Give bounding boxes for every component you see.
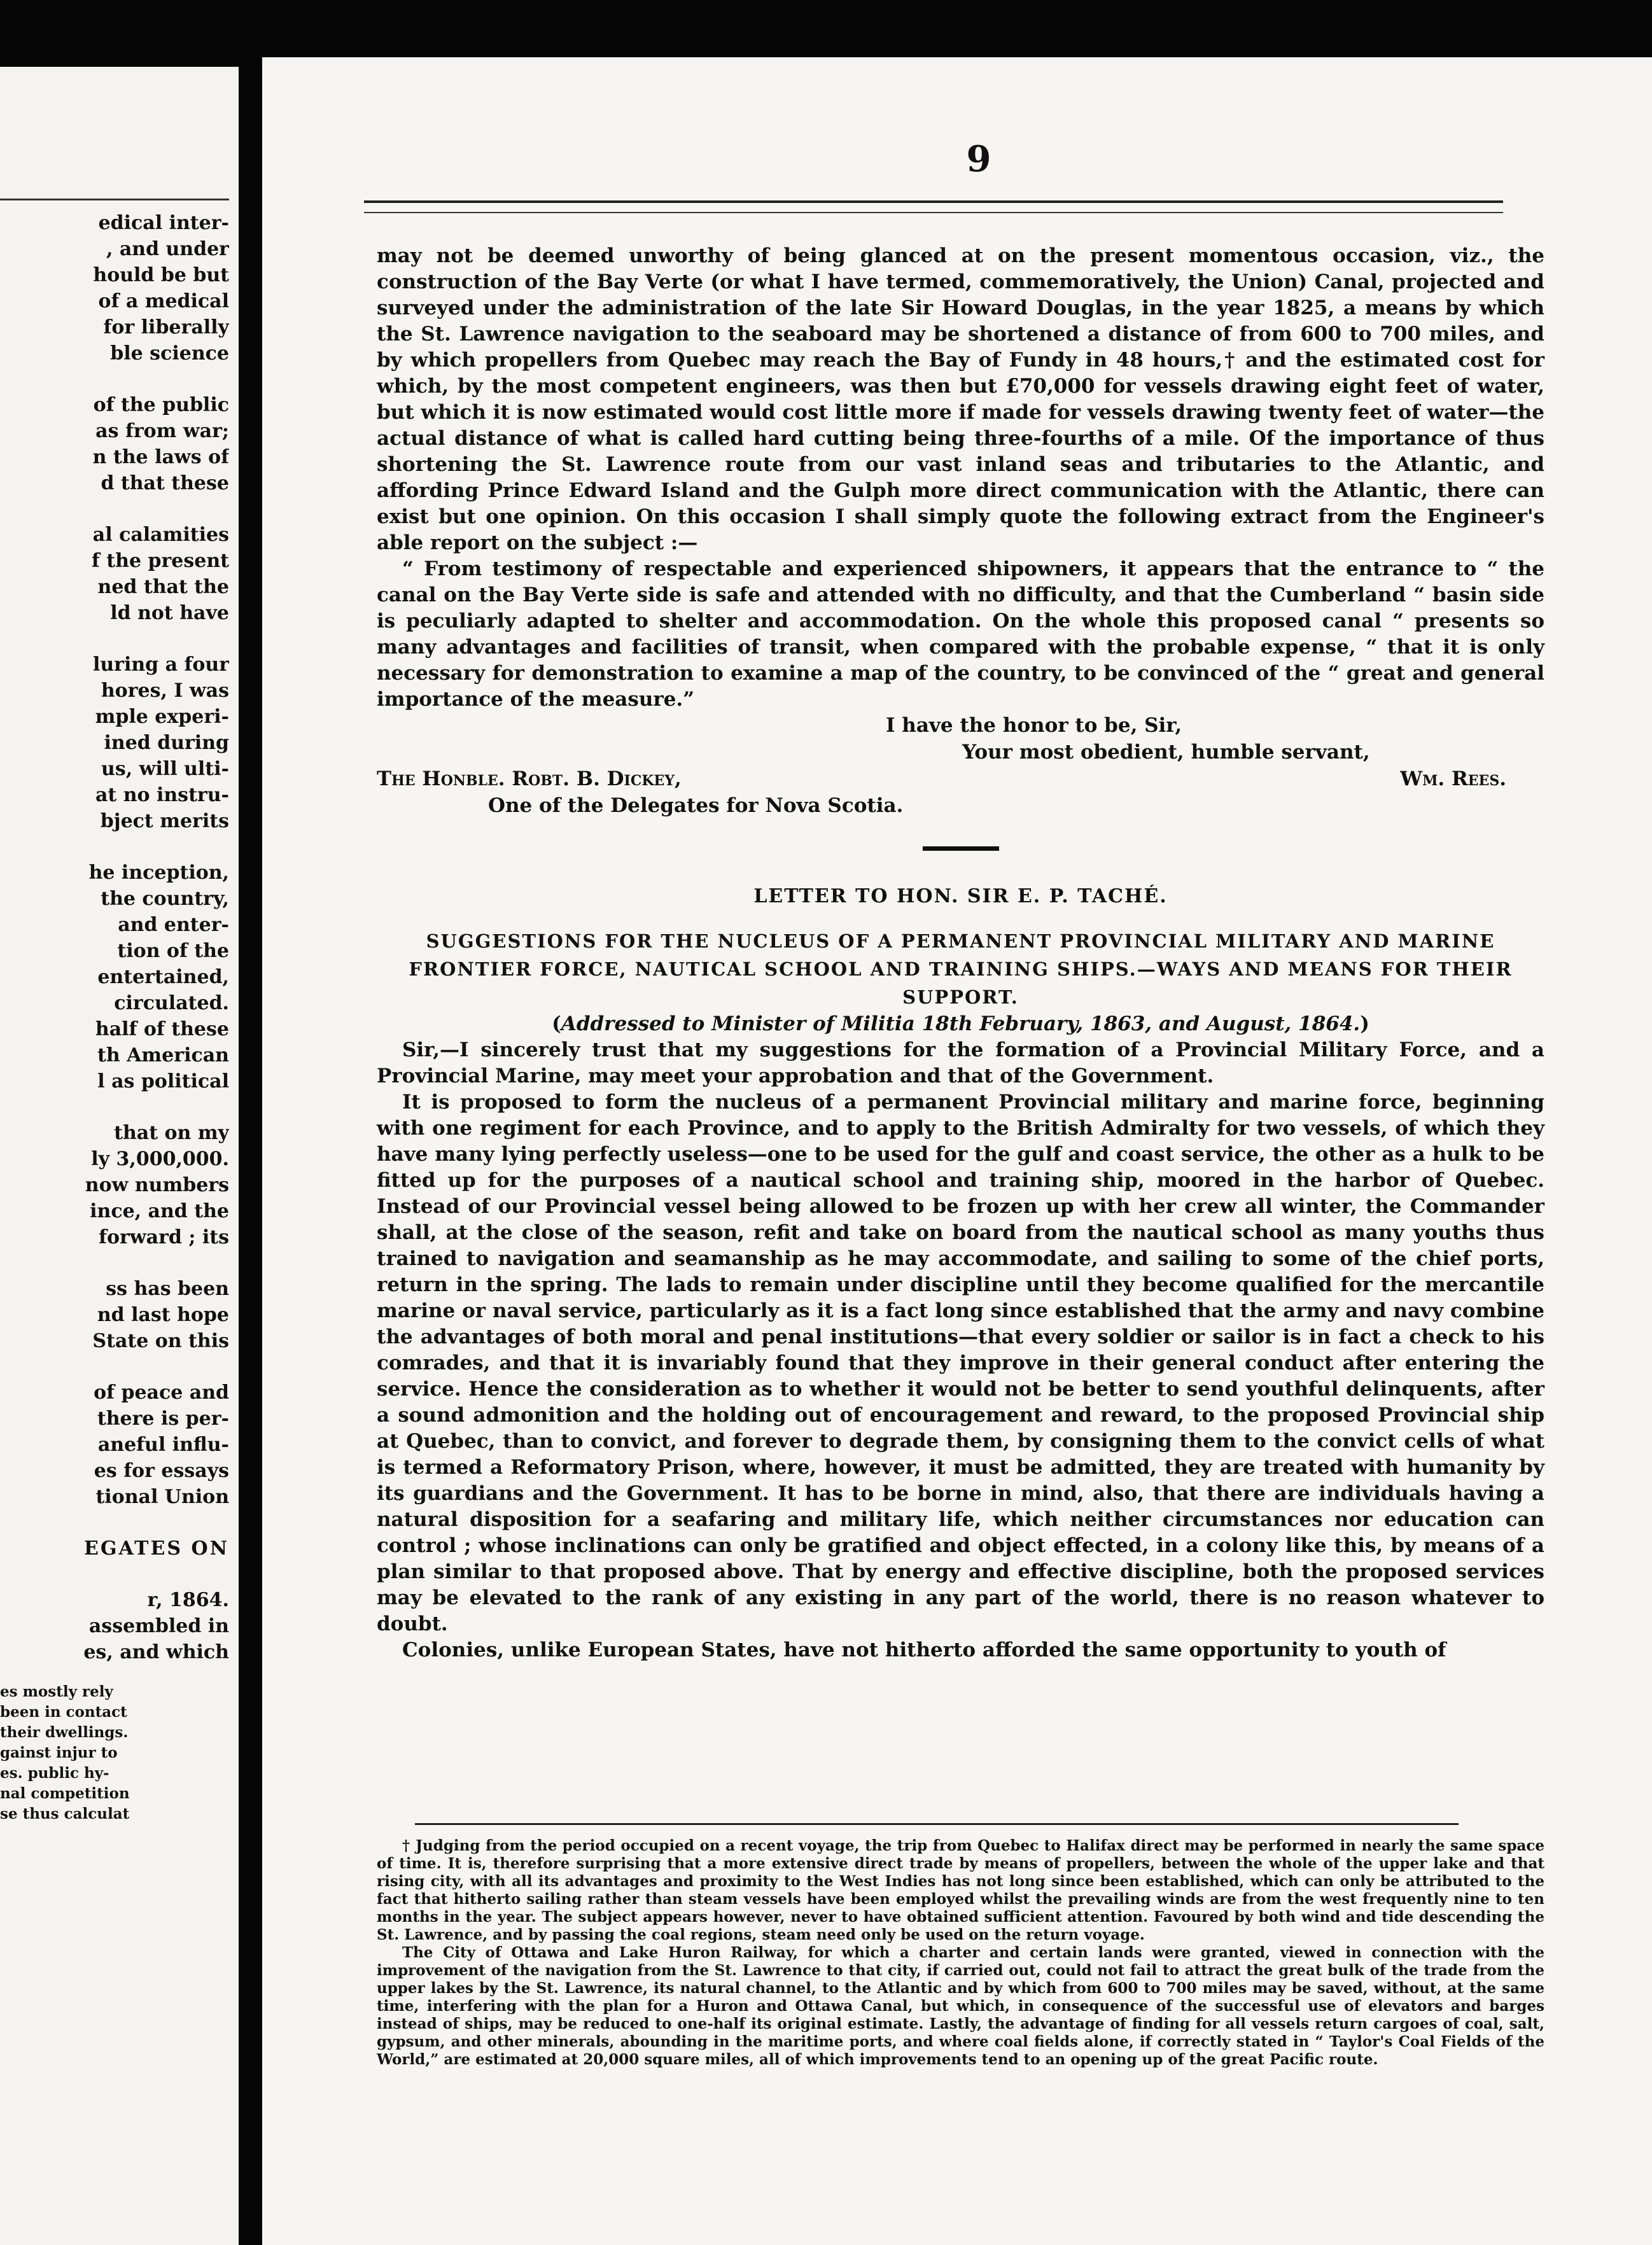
engineer-quote: “ From testimony of respectable and experienced shipowners, it appears that the entrance to “ the canal on the Bay Verte side is safe and attended with no difficulty, and that the Cumberland “ basin side is peculiarly adapted to shelter and accommodation. On the whole this proposed canal “ presents so many advantages and facilities of transit, when compared with the probable expense, “ that it is only necessary for demonstration to examine a map of the country, to be convinced of the “ great and general importance of the measure.” — [377, 557, 1544, 711]
letter-title: LETTER TO HON. SIR E. P. TACHÉ. — [753, 885, 1168, 907]
letter-paragraph: Sir,—I sincerely trust that my suggestions for the formation of a Provincial Military Force, and a Provincial Marine, may meet your approbation and that of the Government. — [377, 1039, 1544, 1088]
letter-dateline — [377, 1011, 1544, 1037]
left-note-line: se thus calculat — [0, 1805, 130, 1822]
left-note-line: es mostly rely — [0, 1683, 113, 1700]
left-line: bject merits — [100, 810, 229, 832]
left-line: ined during — [104, 732, 229, 754]
left-line: us, will ulti- — [101, 758, 229, 780]
letter-closing — [377, 713, 1544, 821]
left-line: tional Union — [95, 1486, 229, 1508]
left-line: l as political — [97, 1070, 229, 1093]
header-rule — [364, 200, 1503, 213]
right-page — [262, 57, 1652, 2245]
left-line: es, and which — [83, 1641, 229, 1663]
dateline-text: Addressed to Minister of Militia 18th February, 1863, and August, 1864. — [561, 1012, 1361, 1035]
left-note-line: their dwellings. — [0, 1724, 129, 1741]
left-page-fragment — [0, 67, 239, 2245]
footnotes — [377, 1837, 1544, 2069]
left-line: edical inter- — [98, 212, 229, 234]
left-line: and enter- — [118, 914, 229, 936]
addressee-name: The Honble. Robt. B. Dickey, — [377, 767, 682, 790]
left-line: mple experi- — [95, 706, 229, 728]
left-line: hores, I was — [101, 680, 229, 702]
left-line: f the present — [91, 550, 229, 572]
left-line: th American — [97, 1044, 229, 1067]
left-line: he inception, — [88, 862, 229, 884]
dateline-open: ( — [552, 1012, 561, 1035]
footnote-rule — [415, 1823, 1459, 1825]
left-line: of a medical — [98, 290, 229, 312]
left-line: luring a four — [92, 654, 229, 676]
left-line: ly 3,000,000. — [91, 1148, 229, 1170]
section-divider — [923, 846, 999, 851]
left-line: half of these — [95, 1018, 229, 1040]
left-line: there is per- — [97, 1408, 229, 1430]
letter-continuation: may not be deemed unworthy of being glanced at on the present momentous occasion, viz., the construction of the Bay Verte (or what I have termed, commemoratively, the Union) Canal, projected and surveyed under the administration of the late Sir Howard Douglas, in the year 1825, a means by which the St. Lawrence navigation to the seaboard may be shortened a distance of from 600 to 700 miles, and by which propellers from Quebec may reach the Bay of Fundy in 48 hours,† and the estimated cost for which, by the most competent engineers, was then but £70,000 for vessels drawing eight feet of water, but which it is now estimated would cost little more if made for vessels drawing twenty feet of water—the actual distance of what is called hard cutting being three-fourths of a mile. Of the importance of thus shortening the St. Lawrence route from our vast inland seas and tributaries to the Atlantic, and affording Prince Edward Island and the Gulph more direct communication with the Atlantic, there can exist but one opinion. On this occasion I shall simply quote the following extract from the Engineer's able report on the subject :— — [377, 244, 1544, 554]
page-number: 9 — [966, 138, 991, 180]
left-line: as from war; — [95, 420, 229, 442]
left-line: ble science — [110, 342, 229, 365]
left-line: , and under — [106, 238, 229, 260]
left-line: of peace and — [94, 1381, 229, 1404]
book-spine-gap — [239, 0, 262, 2245]
left-line: now numbers — [85, 1174, 229, 1196]
left-text-column — [0, 210, 229, 1824]
left-line: tion of the — [117, 940, 229, 962]
left-line: ld not have — [110, 602, 229, 624]
left-line: es for essays — [94, 1460, 229, 1482]
letter-paragraph: It is proposed to form the nucleus of a permanent Provincial military and marine force, beginning with one regiment for each Province, and to apply to the British Admiralty for two vessels, of which they have many lying perfectly useless—one to be used for the gulf and coast service, the other as a hulk to be fitted up for the purposes of a nautical school and training ship, moored in the harbor of Quebec. Instead of our Provincial vessel being allowed to be frozen up with her crew all winter, the Commander shall, at the close of the season, refit and take on board from the nautical school as many youths thus trained to navigation and seamanship as he may accommodate, and sailing to some of the chief ports, return in the spring. The lads to remain under discipline until they become qualified for the mercantile marine or naval service, particularly as it is a fact long since established that the army and navy combine the advantages of both moral and penal institutions—that every soldier or sailor is in fact a check to his comrades, and that it is invariably found that they improve in their general conduct after entering the service. Hence the consideration as to whether it would not be better to send youthful delinquents, after a sound admonition and the holding out of encouragement and reward, to the proposed Provincial ship at Quebec, than to convict, and forever to degrade them, by consigning them to the convict cells of what is termed a Reformatory Prison, where, however, it must be admitted, they are treated with humanity by its guardians and the Government. It has to be borne in mind, also, that there are individuals having a natural disposition for a seafaring and military life, which neither circumstances nor education can control ; whose inclinations can only be gratified and object effected, in a colony like this, by means of a plan similar to that proposed above. That by energy and effective discipline, both the proposed services may be elevated to the rank of any existing in any part of the world, there is no reason whatever to doubt. — [377, 1091, 1544, 1635]
left-line: aneful influ- — [97, 1434, 229, 1456]
left-note-line: es. public hy- — [0, 1765, 109, 1782]
closing-servant: Your most obedient, humble servant, — [962, 741, 1370, 764]
dateline-close: ) — [1360, 1012, 1369, 1035]
signature: Wm. Rees. — [1400, 767, 1506, 790]
left-note-line: been in contact — [0, 1703, 127, 1721]
letter-paragraph: Colonies, unlike European States, have not hitherto afforded the same opportunity to youth of — [402, 1639, 1446, 1661]
left-top-rule — [0, 199, 229, 200]
left-line: ned that the — [97, 576, 229, 598]
letter-subtitle: SUGGESTIONS FOR THE NUCLEUS OF A PERMANENT PROVINCIAL MILITARY AND MARINE FRONTIER FORCE, NAUTICAL SCHOOL AND TRAINING SHIPS.—WAYS AND MEANS FOR THEIR SUPPORT. — [409, 930, 1513, 1008]
left-line: State on this — [92, 1330, 229, 1352]
left-line: n the laws of — [92, 446, 229, 468]
left-line: forward ; its — [99, 1226, 229, 1248]
left-line: ince, and the — [90, 1200, 229, 1222]
left-note-line: gainst injur to — [0, 1744, 118, 1761]
left-line: hould be but — [93, 264, 229, 286]
left-line: r, 1864. — [147, 1589, 229, 1611]
left-line: for liberally — [103, 316, 229, 339]
left-note-line: nal competition — [0, 1785, 130, 1802]
left-line: of the public — [93, 394, 229, 416]
left-line: assembled in — [88, 1615, 229, 1637]
left-line: at no instru- — [95, 784, 229, 806]
left-line: nd last hope — [97, 1304, 229, 1326]
left-line: that on my — [114, 1122, 229, 1144]
footnote: † Judging from the period occupied on a recent voyage, the trip from Quebec to Halifax direct may be performed in nearly the same space of time. It is, therefore surprising that a more extensive direct trade by means of propellers, between the whole of the upper lake and that rising city, with all its advantages and proximity to the West Indies has not long since been established, which can only be attributed to the fact that hitherto sailing rather than steam vessels have been employed whilst the prevailing winds are from the west frequently nine to ten months in the year. The subject appears however, never to have obtained sufficient attention. Favoured by both wind and tide descending the St. Lawrence, and by passing the coal regions, steam need only be used on the return voyage. — [377, 1837, 1544, 1943]
left-line: entertained, — [97, 966, 229, 988]
left-line: circulated. — [114, 992, 229, 1014]
left-heading-fragment: EGATES ON — [84, 1537, 229, 1560]
page-body — [377, 243, 1544, 1663]
addressee-role: One of the Delegates for Nova Scotia. — [488, 794, 904, 817]
closing-salutation: I have the honor to be, Sir, — [886, 714, 1182, 737]
left-line: the country, — [101, 888, 229, 910]
footnote: The City of Ottawa and Lake Huron Railway, for which a charter and certain lands were granted, viewed in connection with the improvement of the navigation from the St. Lawrence to that city, if carried out, could not fail to attract the great bulk of the trade from the upper lakes by the St. Lawrence, its natural channel, to the Atlantic and by which from 600 to 700 miles may be saved, without, at the same time, interfering with the plan for a Huron and Ottawa Canal, but which, in consequence of the successful use of elevators and barges instead of ships, may be reduced to one-half its original estimate. Lastly, the advantage of finding for all vessels return cargoes of coal, salt, gypsum, and other minerals, abounding in the maritime ports, and where coal fields alone, if correctly stated in “ Taylor's Coal Fields of the World,” are estimated at 20,000 square miles, all of which improvements tend to an opening up of the great Pacific route. — [377, 1944, 1544, 2068]
left-line: ss has been — [106, 1278, 229, 1300]
left-line: al calamities — [92, 524, 229, 546]
left-line: d that these — [101, 472, 229, 494]
